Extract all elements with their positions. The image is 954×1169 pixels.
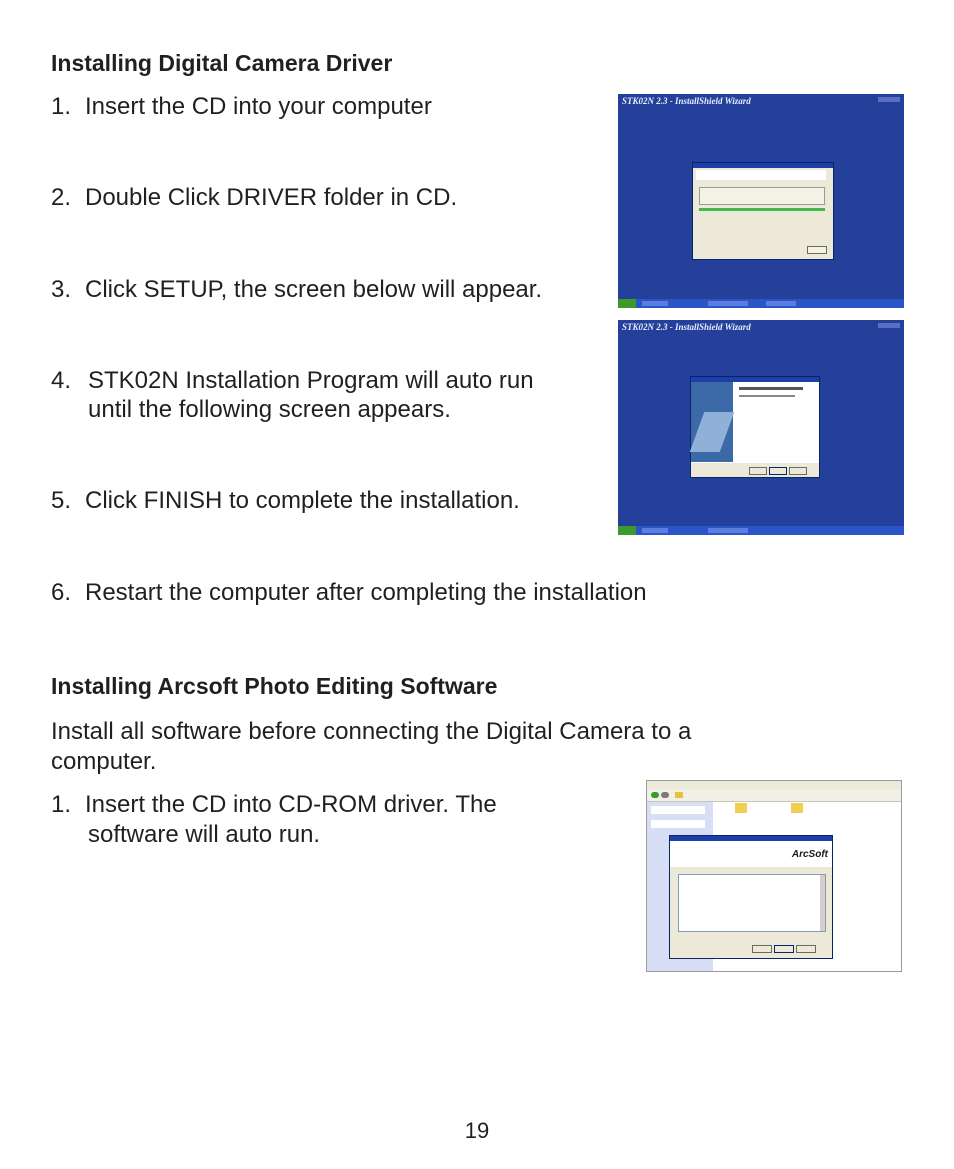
window-controls xyxy=(878,97,900,102)
step-number: 4. xyxy=(51,367,72,394)
arcsoft-install-screenshot xyxy=(646,780,902,972)
dialog-titlebar xyxy=(693,163,833,168)
explorer-menubar xyxy=(647,781,901,789)
step-text: Insert the CD into CD-ROM driver. The xyxy=(85,791,497,818)
finish-button[interactable] xyxy=(769,467,787,475)
section-heading-arcsoft: Installing Arcsoft Photo Editing Software xyxy=(51,673,498,699)
step-4 xyxy=(51,366,611,426)
license-dialog xyxy=(669,835,833,959)
step-5 xyxy=(51,486,611,516)
sidebar-panel xyxy=(651,806,705,814)
folder-icon[interactable] xyxy=(791,803,803,813)
taskbar-item[interactable] xyxy=(642,301,668,306)
step-number: 2. xyxy=(51,184,72,211)
cancel-button[interactable] xyxy=(789,467,807,475)
dialog-text-line xyxy=(739,395,795,397)
forward-icon[interactable] xyxy=(661,792,669,798)
wizard-side-image xyxy=(691,382,733,462)
dialog-footer xyxy=(691,463,819,477)
arcsoft-logo: ArcSoft xyxy=(791,849,828,860)
step-text: Insert the CD into your computer xyxy=(85,93,432,120)
back-button[interactable] xyxy=(749,467,767,475)
back-icon[interactable] xyxy=(651,792,659,798)
dialog-header xyxy=(670,841,832,867)
step-text: Restart the computer after completing the installation xyxy=(85,579,647,606)
step-text: STK02N Installation Program will auto run xyxy=(88,367,534,394)
scrollbar[interactable] xyxy=(820,875,825,931)
step-text-cont: software will auto run. xyxy=(88,821,321,848)
progress-dialog xyxy=(692,162,834,260)
wizard-title: STK02N 2.3 - InstallShield Wizard xyxy=(622,322,751,332)
step-text-cont: until the following screen appears. xyxy=(88,396,451,423)
sidebar-panel xyxy=(651,820,705,828)
finish-dialog xyxy=(690,376,820,478)
finish-screenshot xyxy=(618,320,904,535)
folder-icon[interactable] xyxy=(675,792,683,798)
status-box xyxy=(699,187,825,205)
taskbar xyxy=(618,526,904,535)
step-6 xyxy=(51,578,811,608)
step-number: 5. xyxy=(51,487,72,514)
progress-bar xyxy=(699,208,825,211)
step-number: 1. xyxy=(51,791,72,818)
back-button[interactable] xyxy=(752,945,772,953)
taskbar-item[interactable] xyxy=(642,528,668,533)
step-text: Click SETUP, the screen below will appear. xyxy=(85,276,543,303)
dialog-header xyxy=(696,170,826,180)
folder-icon[interactable] xyxy=(735,803,747,813)
step-text: Click FINISH to complete the installation. xyxy=(85,487,520,514)
step-number: 1. xyxy=(51,93,72,120)
step-3 xyxy=(51,275,611,305)
driver-install-screenshot xyxy=(618,94,904,308)
step-number: 6. xyxy=(51,579,72,606)
step-number: 3. xyxy=(51,276,72,303)
wizard-graphic xyxy=(690,412,735,452)
taskbar-item[interactable] xyxy=(766,301,796,306)
taskbar-item[interactable] xyxy=(708,301,748,306)
window-controls xyxy=(878,323,900,328)
cancel-button[interactable] xyxy=(807,246,827,254)
yes-button[interactable] xyxy=(774,945,794,953)
start-button[interactable] xyxy=(618,299,636,308)
intro-line-2: computer. xyxy=(51,748,157,775)
step-text: Double Click DRIVER folder in CD. xyxy=(85,184,458,211)
taskbar-item[interactable] xyxy=(708,528,748,533)
no-button[interactable] xyxy=(796,945,816,953)
section-heading-driver: Installing Digital Camera Driver xyxy=(51,50,393,76)
page-number: 19 xyxy=(464,1118,490,1143)
explorer-toolbar xyxy=(647,789,901,802)
dialog-text-line xyxy=(739,387,803,390)
start-button[interactable] xyxy=(618,526,636,535)
step-2 xyxy=(51,183,611,213)
intro-line-1: Install all software before connecting the Digital Camera to a xyxy=(51,718,692,745)
taskbar xyxy=(618,299,904,308)
license-textbox[interactable] xyxy=(678,874,826,932)
arcsoft-step-1 xyxy=(51,790,611,850)
wizard-title: STK02N 2.3 - InstallShield Wizard xyxy=(622,96,751,106)
step-1 xyxy=(51,92,611,122)
